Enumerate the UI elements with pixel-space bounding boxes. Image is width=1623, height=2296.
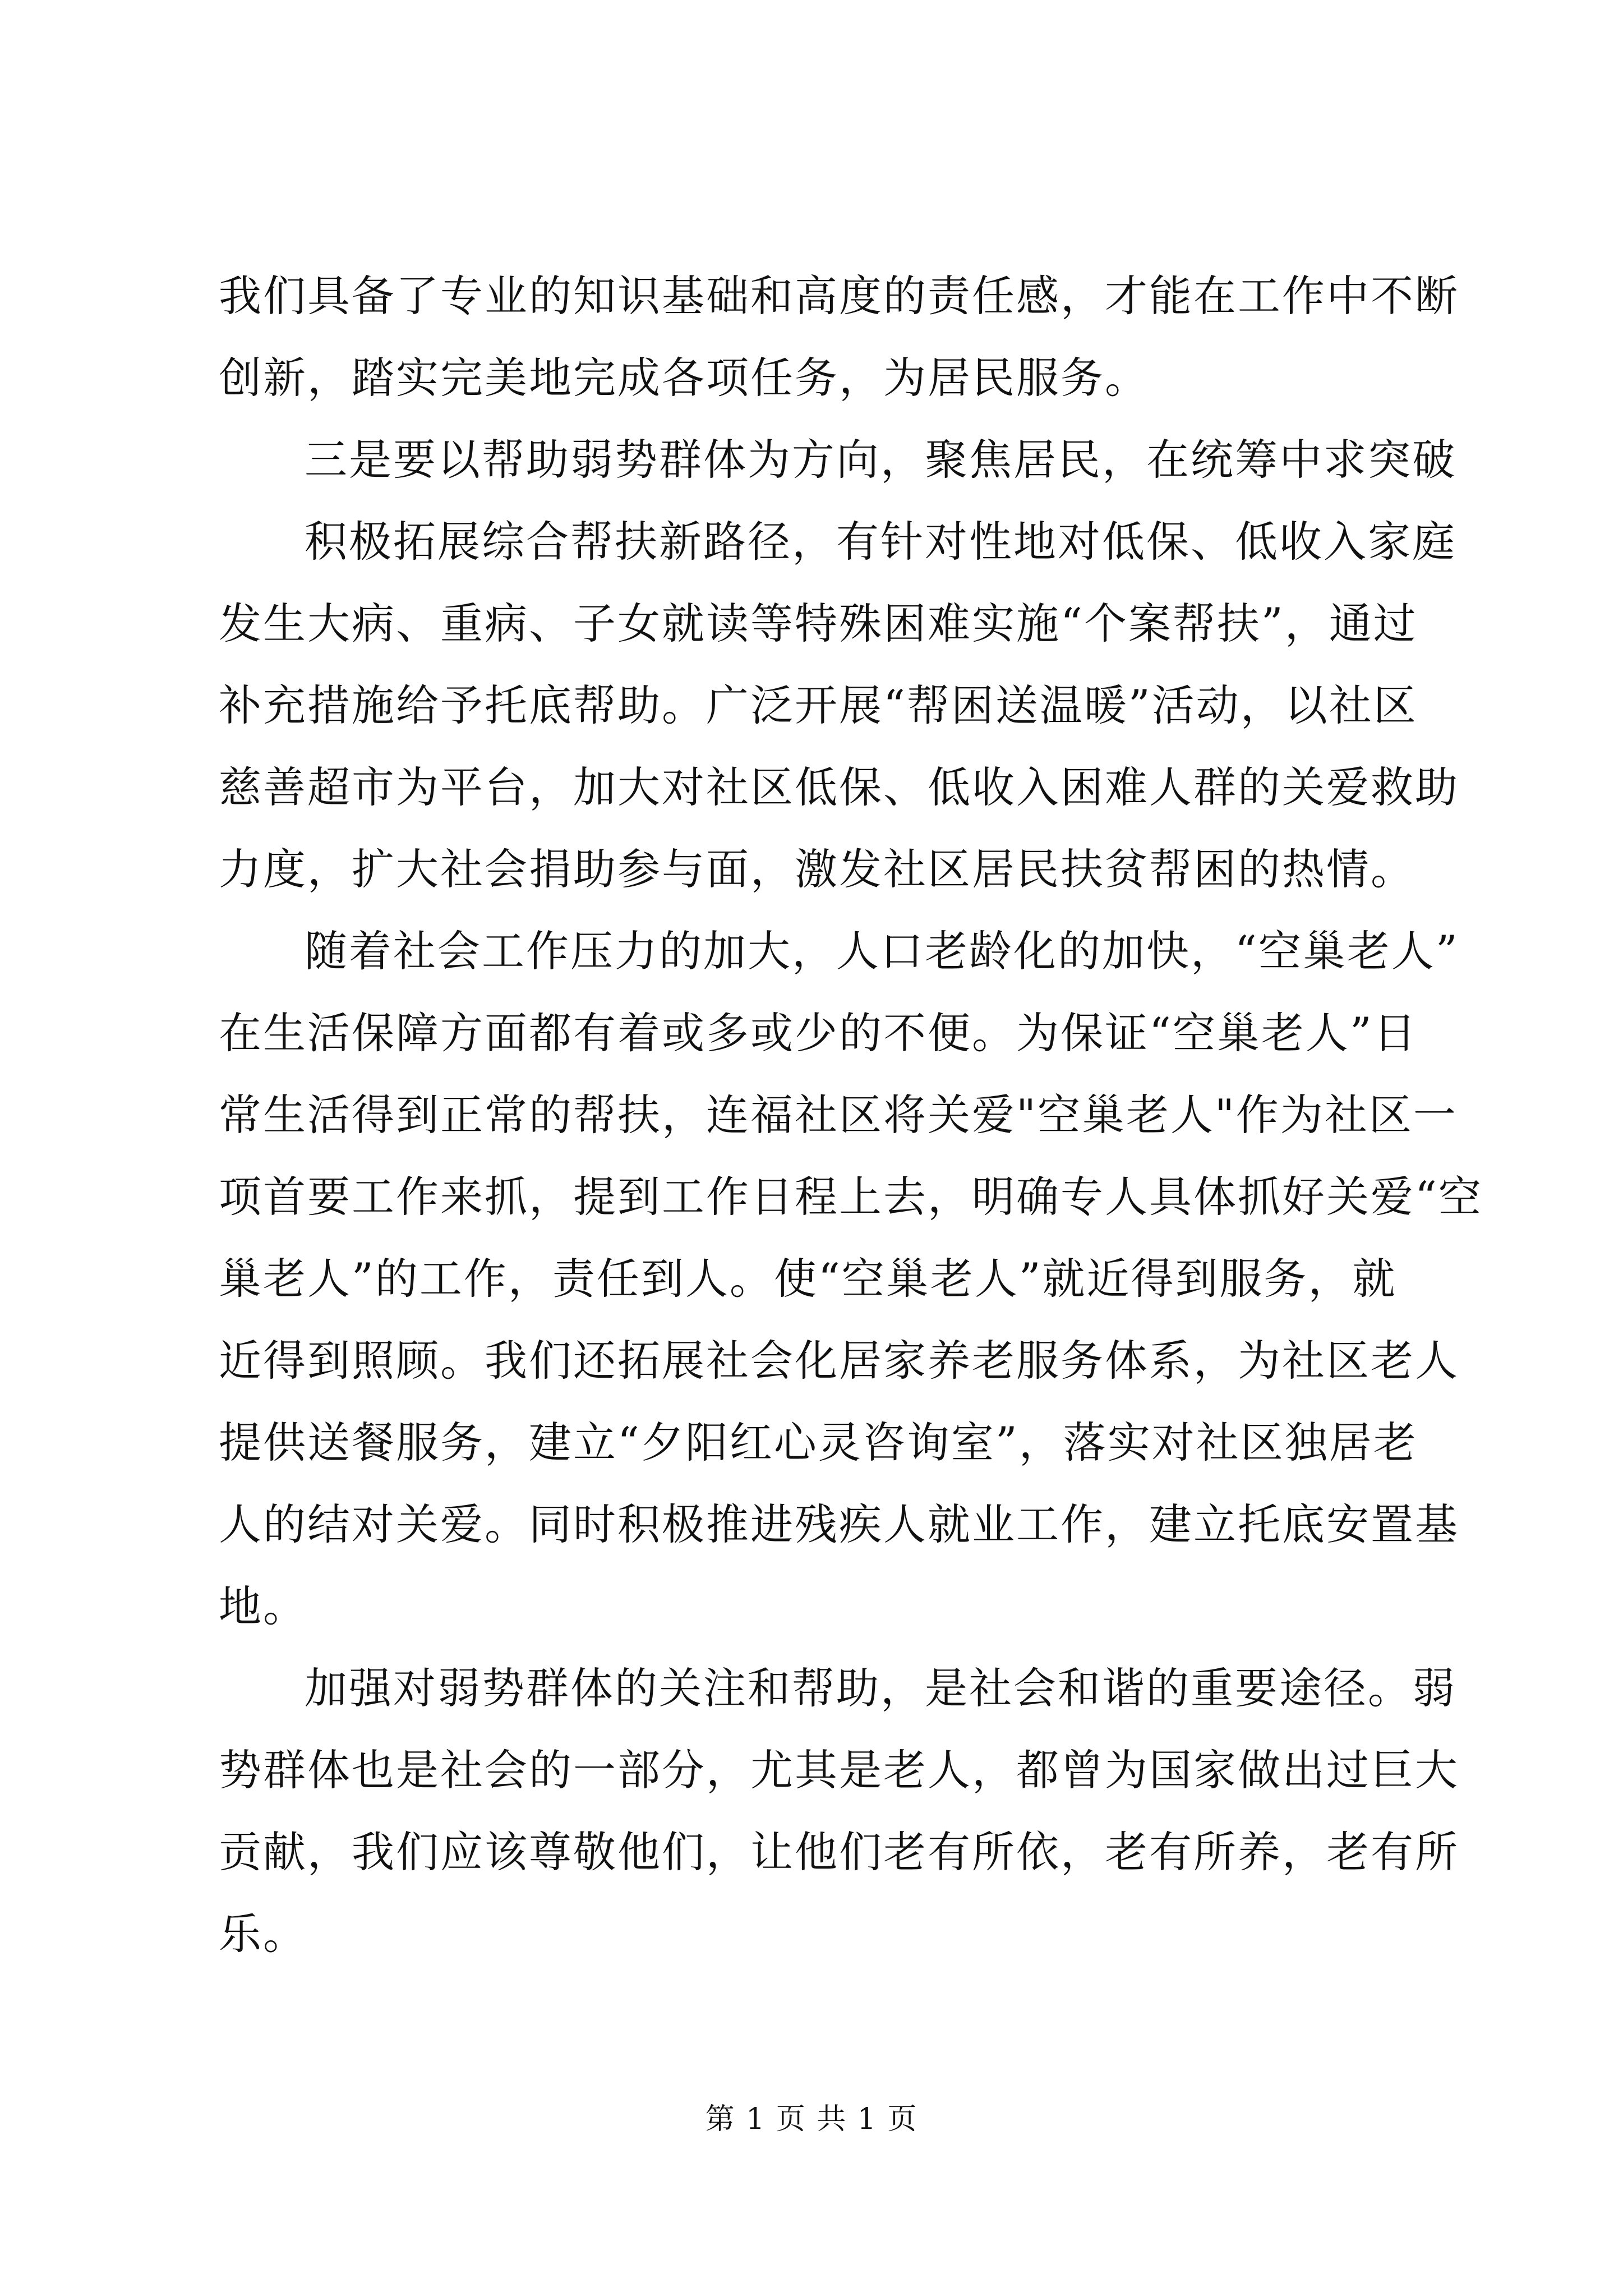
section-heading: 三是要以帮助弱势群体为方向，聚焦居民，在统筹中求突破 xyxy=(305,435,1456,485)
text-line: 随着社会工作压力的加大，人口老龄化的加快，“空巢老人” xyxy=(305,926,1459,976)
page-number-footer: 第 1 页 共 1 页 xyxy=(705,2102,918,2136)
text-line: 贡献，我们应该尊敬他们，让他们老有所依，老有所养，老有所 xyxy=(219,1827,1459,1877)
text-line: 我们具备了专业的知识基础和高度的责任感，才能在工作中不断 xyxy=(219,271,1459,321)
text-line: 发生大病、重病、子女就读等特殊困难实施“个案帮扶”，通过 xyxy=(219,599,1418,648)
text-line: 势群体也是社会的一部分，尤其是老人，都曾为国家做出过巨大 xyxy=(219,1745,1459,1795)
text-line: 人的结对关爱。同时积极推进残疾人就业工作，建立托底安置基 xyxy=(219,1499,1459,1549)
text-line: 创新，踏实完美地完成各项任务，为居民服务。 xyxy=(219,353,1149,403)
text-line: 提供送餐服务，建立“夕阳红心灵咨询室”，落实对社区独居老 xyxy=(219,1418,1418,1467)
text-line: 在生活保障方面都有着或多或少的不便。为保证“空巢老人”日 xyxy=(219,1008,1418,1058)
text-line: 乐。 xyxy=(219,1909,307,1959)
text-line: 力度，扩大社会捐助参与面，激发社区居民扶贫帮困的热情。 xyxy=(219,844,1415,894)
document-body xyxy=(219,255,1483,1975)
text-line: 加强对弱势群体的关注和帮助，是社会和谐的重要途径。弱 xyxy=(305,1663,1456,1713)
text-line: 补充措施给予托底帮助。广泛开展“帮困送温暖”活动，以社区 xyxy=(219,680,1418,730)
text-line: 近得到照顾。我们还拓展社会化居家养老服务体系，为社区老人 xyxy=(219,1336,1459,1386)
text-line: 慈善超市为平台，加大对社区低保、低收入困难人群的关爱救助 xyxy=(219,762,1459,812)
text-line: 巢老人”的工作，责任到人。使“空巢老人”就近得到服务，就 xyxy=(219,1254,1397,1304)
text-line: 积极拓展综合帮扶新路径，有针对性地对低保、低收入家庭 xyxy=(305,517,1456,567)
text-line: 地。 xyxy=(219,1581,307,1631)
text-line: 常生活得到正常的帮扶，连福社区将关爱"空巢老人"作为社区一 xyxy=(219,1090,1458,1140)
text-line: 项首要工作来抓，提到工作日程上去，明确专人具体抓好关爱“空 xyxy=(219,1172,1483,1222)
